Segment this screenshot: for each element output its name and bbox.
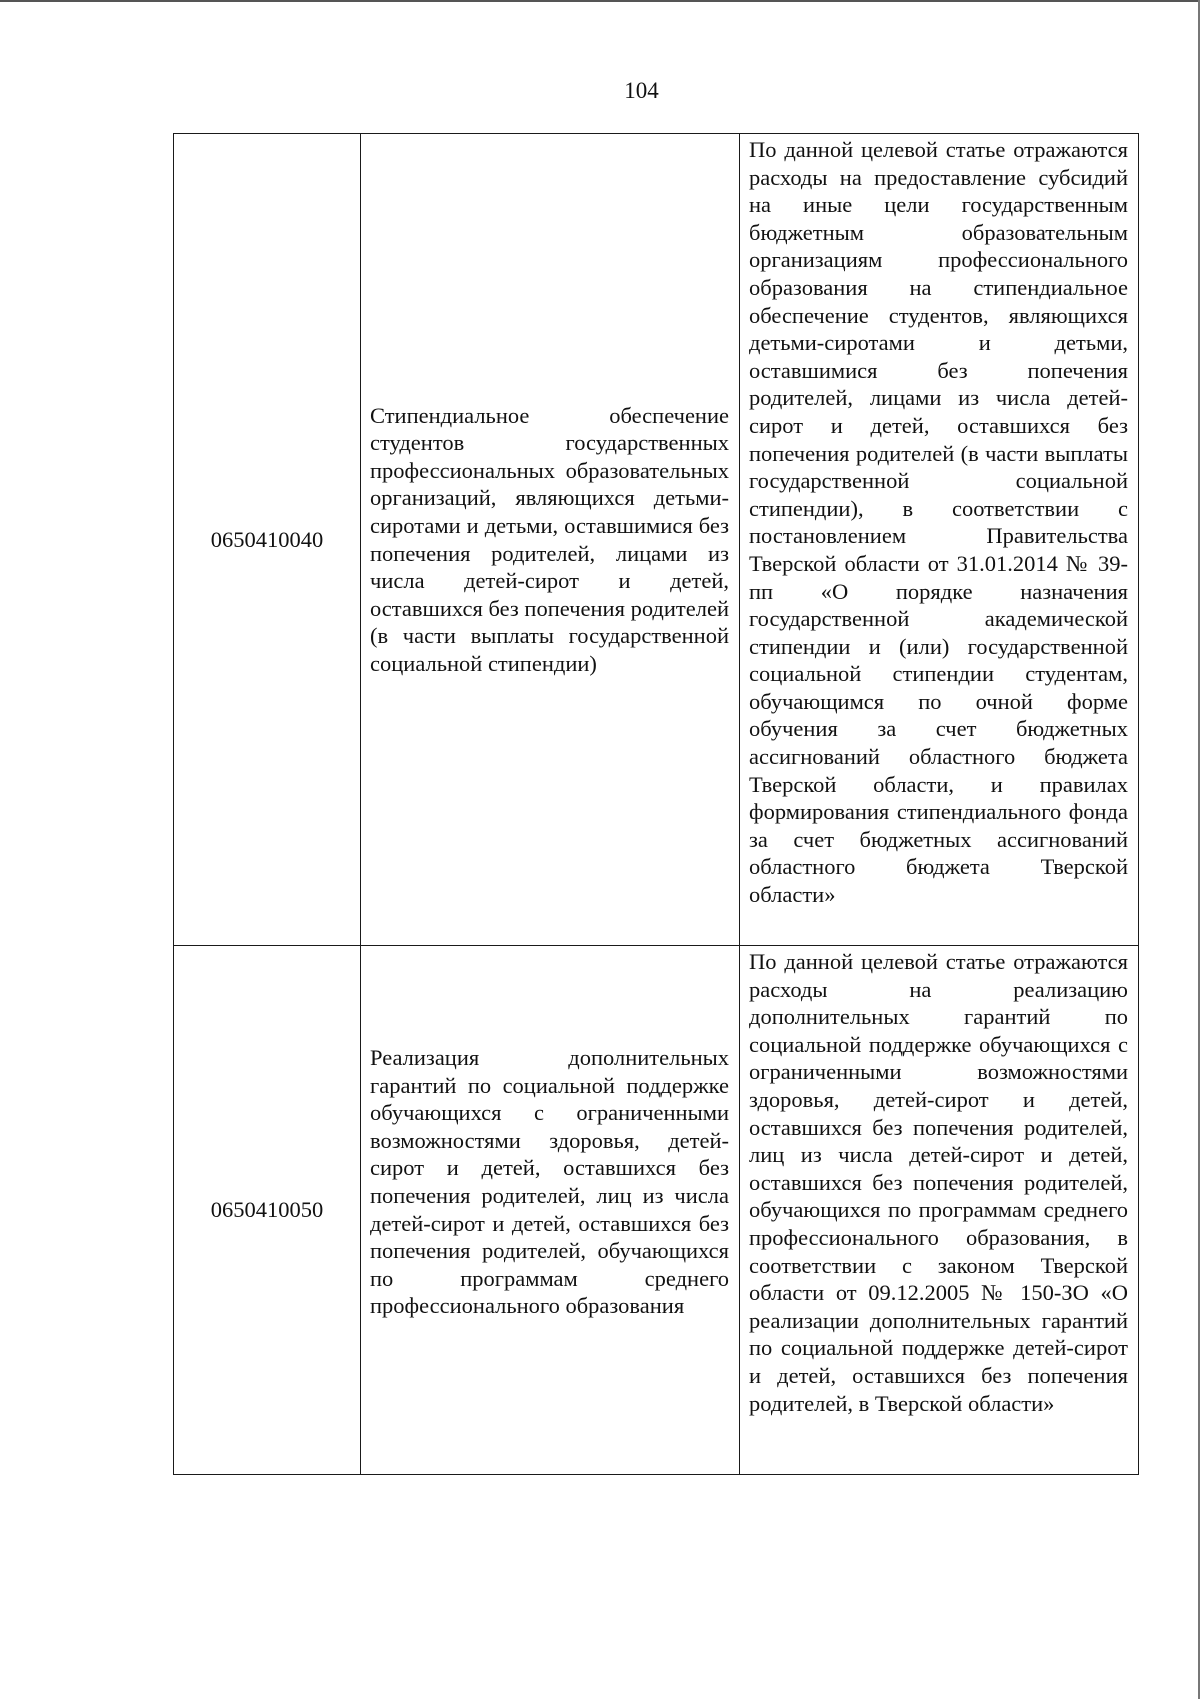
target-article-code: 0650410050 [174,946,361,1475]
target-article-name [361,946,740,1475]
page-edge-top [0,0,1200,2]
target-article-name-text: Реализация дополнительных гарантий по социальной поддержке обучающихся с ограниченными возможностями здоровья, детей-сирот и детей, оставшихся без попечения родителей, лиц из числа детей-сирот и детей, оставшихся без попечения родителей, обучающихся по программам среднего профессионального образования [370,1045,729,1319]
target-article-description: По данной целевой статье отражаются расходы на реализацию дополнительных гарантий по социальной поддержке обучающихся с ограниченными возможностями здоровья, детей-сирот и детей, оставшихся без попечения родителей, лиц из числа детей-сирот и детей, оставшихся без попечения родителей, обучающихся по программам среднего профессионального образования, в соответствии с законом Тверской области от 09.12.2005 № 150-ЗО «О реализации дополнительных гарантий по социальной поддержке детей-сирот и детей, оставшихся без попечения родителей, в Тверской области» [740,946,1139,1475]
target-article-code: 0650410040 [174,134,361,946]
table-row [174,134,1139,946]
target-article-description: По данной целевой статье отражаются расходы на предоставление субсидий на иные цели государственным бюджетным образовательным организациям профессионального образования на стипендиальное обеспечение студентов, являющихся детьми-сиротами и детьми, оставшимися без попечения родителей, лицами из числа детей-сирот и детей, оставшихся без попечения родителей (в части выплаты государственной социальной стипендии), в соответствии с постановлением Правительства Тверской области от 31.01.2014 № 39-пп «О порядке назначения государственной академической стипендии и (или) государственной социальной стипендии студентам, обучающимся по очной форме обучения за счет бюджетных ассигнований областного бюджета Тверской области, и правилах формирования стипендиального фонда за счет бюджетных ассигнований областного бюджета Тверской области» [740,134,1139,946]
target-article-name [361,134,740,946]
page-number: 104 [624,78,659,103]
target-article-name-text: Стипендиальное обеспечение студентов государственных профессиональных образовательных организаций, являющихся детьми-сиротами и детьми, оставшимися без попечения родителей, лицами из числа детей-сирот и детей, оставшихся без попечения родителей (в части выплаты государственной социальной стипендии) [370,402,729,676]
table-row [174,946,1139,1475]
budget-classification-table [173,133,1139,1475]
